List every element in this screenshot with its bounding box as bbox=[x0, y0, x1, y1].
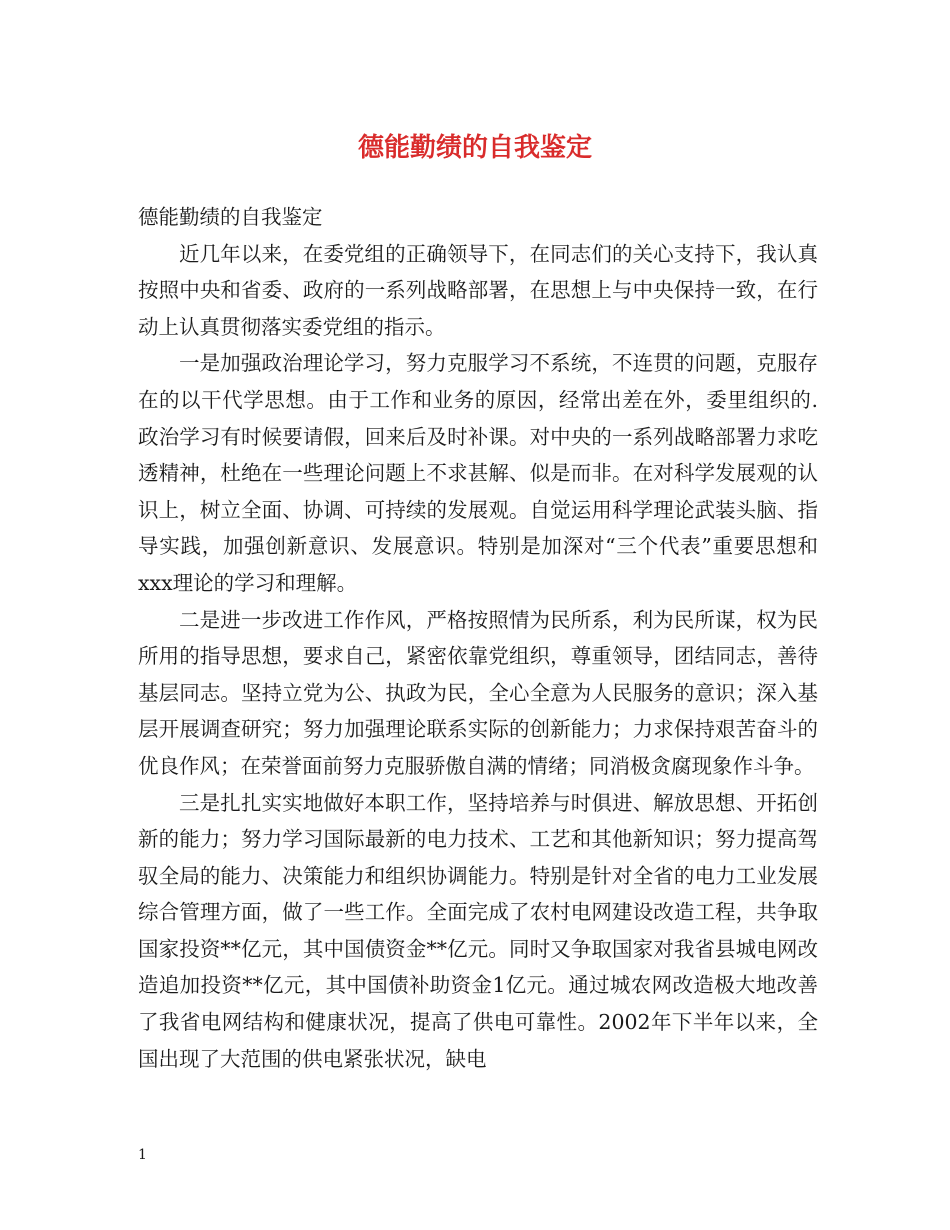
paragraph-second-point: 二是进一步改进工作作风，严格按照情为民所系，利为民所谋，权为民所用的指导思想，要求自己，紧密依靠党组织，尊重领导，团结同志，善待基层同志。坚持立党为公、执政为民，全心全意为人民服务的意识；深入基层开展调查研究；努力加强理论联系实际的创新能力；力求保持艰苦奋斗的优良作风；在荣誉面前努力克服骄傲自满的情绪；同消极贪腐现象作斗争。 bbox=[138, 607, 818, 778]
paragraph-third-point: 三是扎扎实实地做好本职工作，坚持培养与时俱进、解放思想、开拓创新的能力；努力学习国际最新的电力技术、工艺和其他新知识；努力提高驾驭全局的能力、决策能力和组织协调能力。特别是针对全省的电力工业发展综合管理方面，做了一些工作。全面完成了农村电网建设改造工程，共争取国家投资**亿元，其中国债资金**亿元。同时又争取国家对我省县城电网改造追加投资**亿元，其中国债补助资金1亿元。通过城农网改造极大地改善了我省电网结构和健康状况，提高了供电可靠性。2002年下半年以来，全国出现了大范围的供电紧张状况，缺电 bbox=[138, 790, 818, 1071]
paragraph-first-point: 一是加强政治理论学习，努力克服学习不系统，不连贯的问题，克服存在的以干代学思想。由于工作和业务的原因，经常出差在外，委里组织的.政治学习有时候要请假，回来后及时补课。对中央的一系列战略部署力求吃透精神，杜绝在一些理论问题上不求甚解、似是而非。在对科学发展观的认识上，树立全面、协调、可持续的发展观。自觉运用科学理论武装头脑、指导实践，加强创新意识、发展意识。特别是加深对“三个代表”重要思想和xxx理论的学习和理解。 bbox=[138, 351, 818, 595]
document-body bbox=[138, 199, 818, 1077]
document-title: 德能勤绩的自我鉴定 bbox=[357, 133, 592, 163]
paragraph-intro: 近几年以来，在委党组的正确领导下，在同志们的关心支持下，我认真按照中央和省委、政府的一系列战略部署，在思想上与中央保持一致，在行动上认真贯彻落实委党组的指示。 bbox=[138, 241, 818, 339]
page-number: 1 bbox=[138, 1147, 147, 1163]
document-subtitle: 德能勤绩的自我鉴定 bbox=[138, 205, 323, 229]
